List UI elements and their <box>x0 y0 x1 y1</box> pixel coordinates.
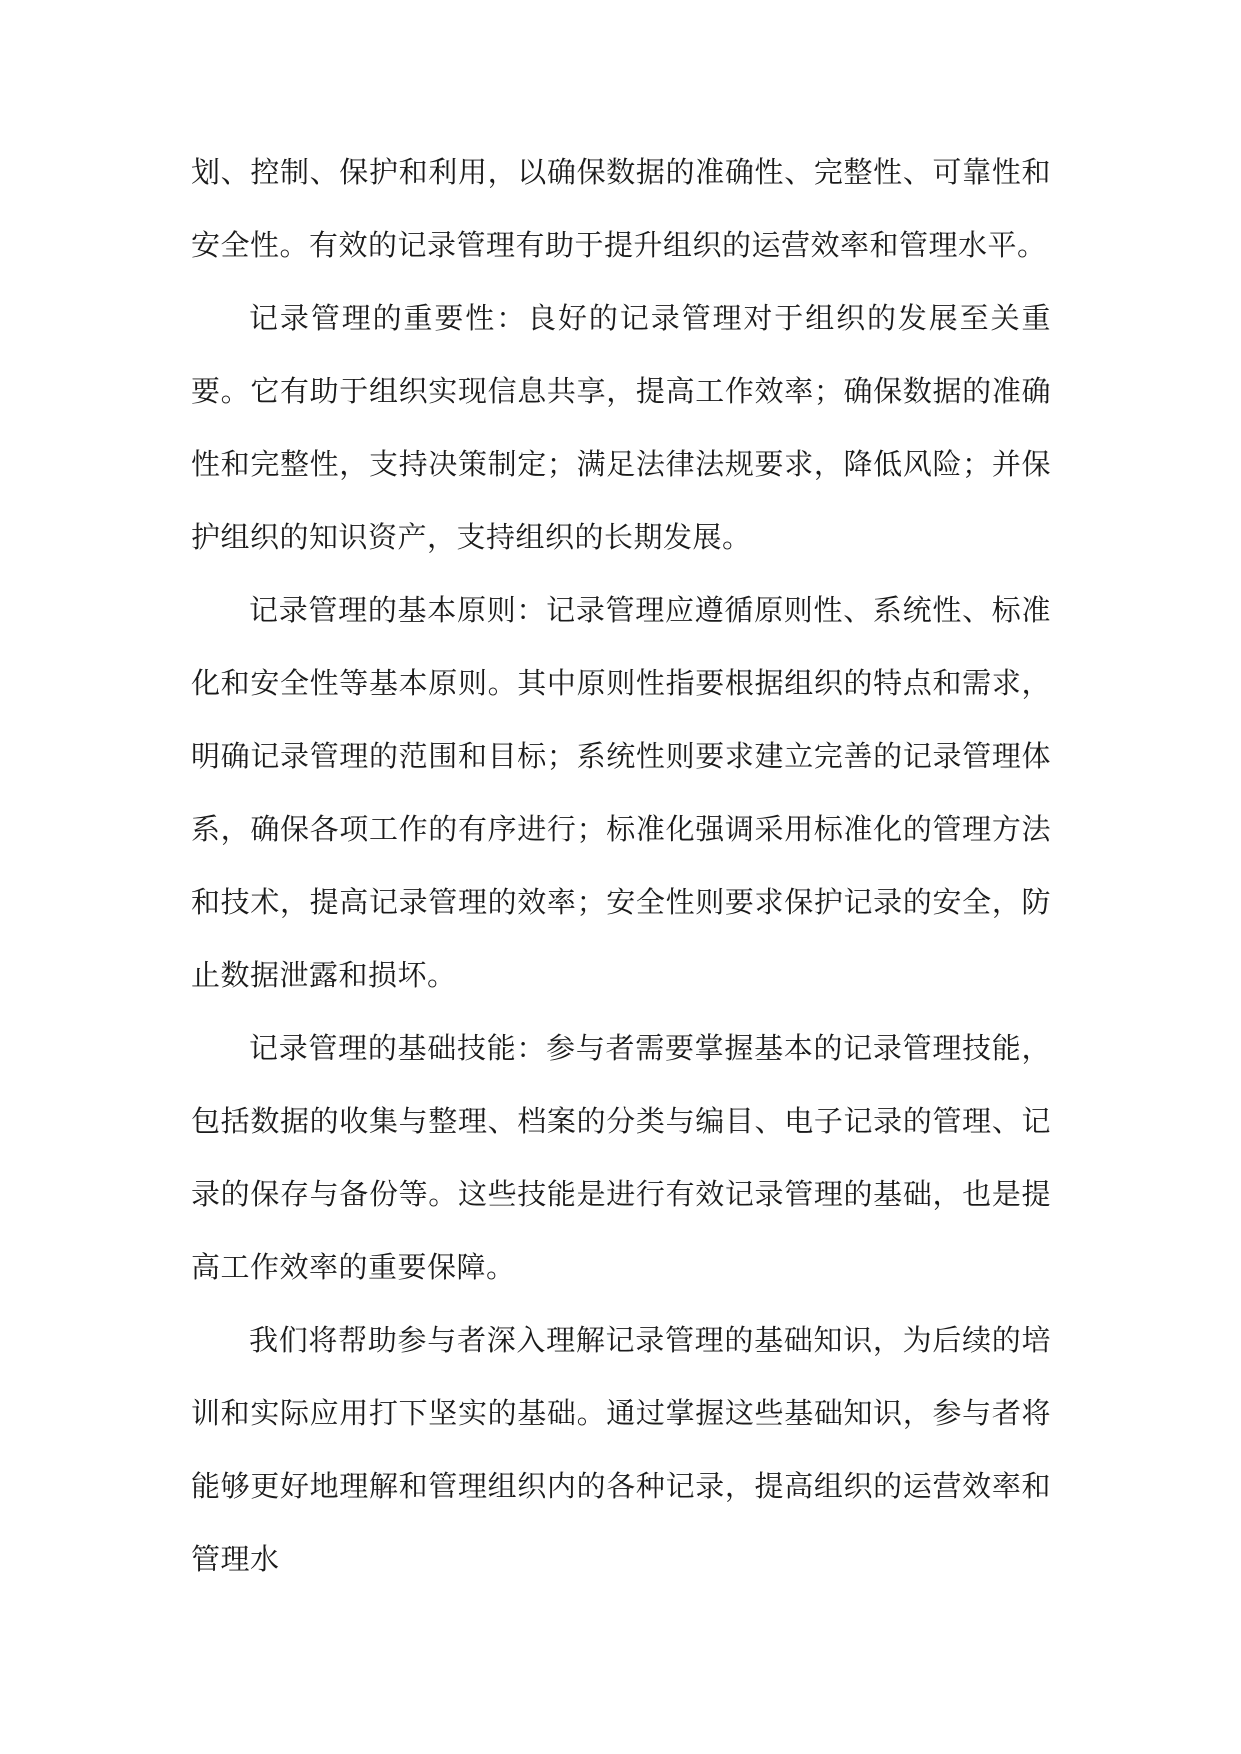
paragraph-summary: 我们将帮助参与者深入理解记录管理的基础知识，为后续的培训和实际应用打下坚实的基础。通过掌握这些基础知识，参与者将能够更好地理解和管理组织内的各种记录，提高组织的运营效率和管理水 <box>191 1323 1051 1576</box>
paragraph-skills: 记录管理的基础技能：参与者需要掌握基本的记录管理技能，包括数据的收集与整理、档案的分类与编目、电子记录的管理、记录的保存与备份等。这些技能是进行有效记录管理的基础，也是提高工作效率的重要保障。 <box>191 1031 1051 1284</box>
paragraph-principles: 记录管理的基本原则：记录管理应遵循原则性、系统性、标准化和安全性等基本原则。其中原则性指要根据组织的特点和需求，明确记录管理的范围和目标；系统性则要求建立完善的记录管理体系，确保各项工作的有序进行；标准化强调采用标准化的管理方法和技术，提高记录管理的效率；安全性则要求保护记录的安全，防止数据泄露和损坏。 <box>191 593 1051 992</box>
paragraph-importance: 记录管理的重要性：良好的记录管理对于组织的发展至关重要。它有助于组织实现信息共享，提高工作效率；确保数据的准确性和完整性，支持决策制定；满足法律法规要求，降低风险；并保护组织的知识资产，支持组织的长期发展。 <box>191 301 1051 554</box>
paragraph-continuation: 划、控制、保护和利用，以确保数据的准确性、完整性、可靠性和安全性。有效的记录管理有助于提升组织的运营效率和管理水平。 <box>191 155 1051 262</box>
text-column <box>191 136 1051 1596</box>
